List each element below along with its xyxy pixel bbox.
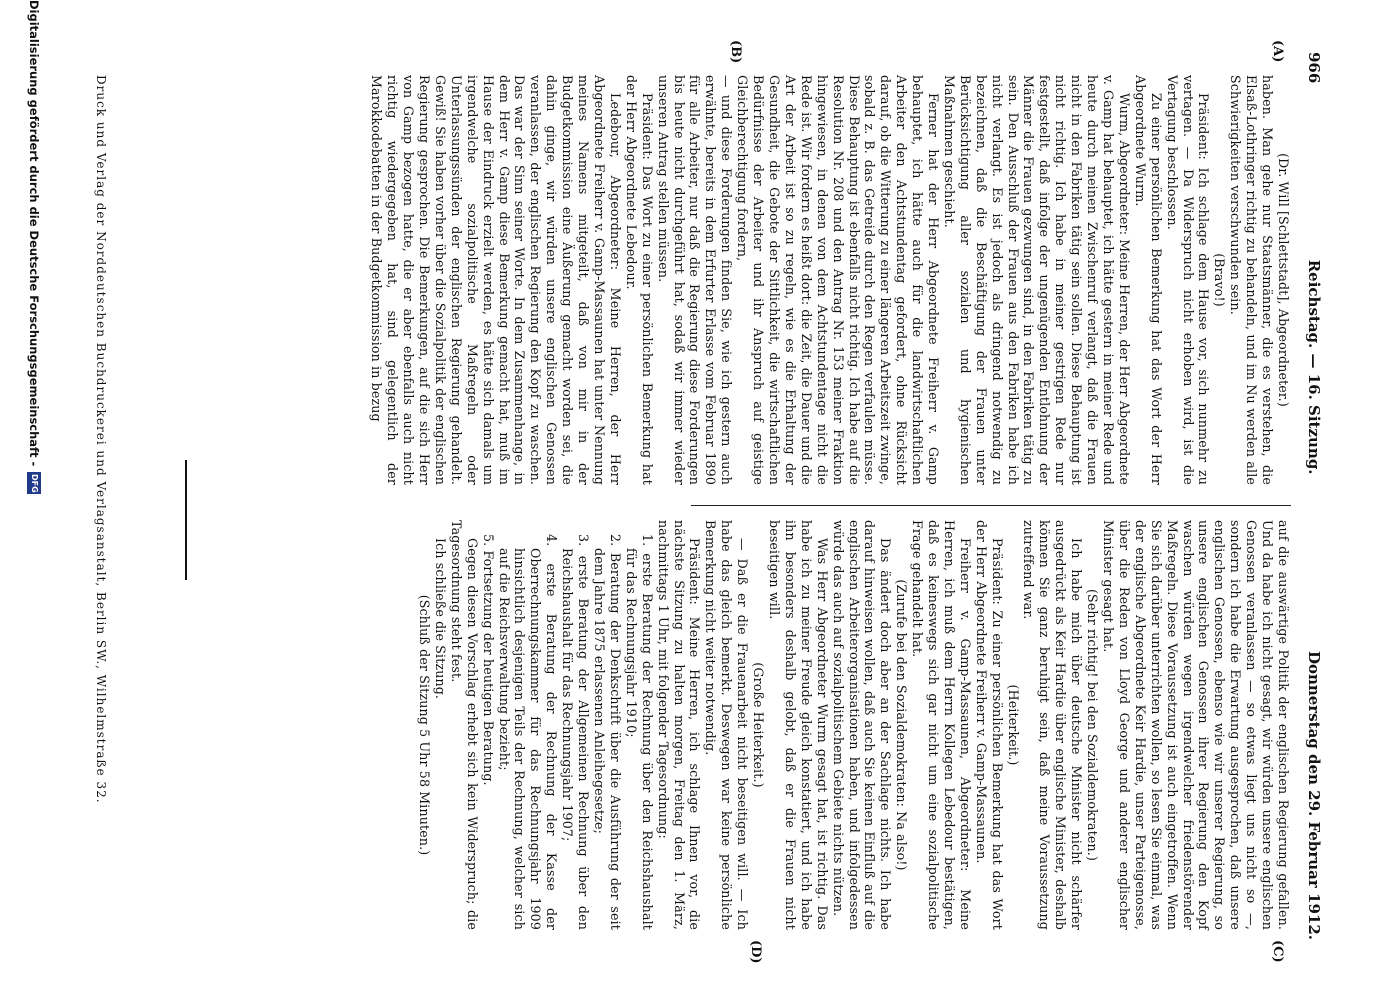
interjection: (Bravo!) <box>1212 253 1228 307</box>
paragraph: Präsident: Das Wort zu einer persönlichen Bemerkung hat der Herr Abgeordnete Lebedour. <box>623 75 655 485</box>
interjection: (Sehr richtig! bei den Sozialdemokraten.) <box>1085 588 1101 862</box>
session-title: Reichstag. — 16. Sitzung. <box>1305 259 1323 475</box>
left-column <box>368 75 1291 485</box>
paragraph: Ich schließe die Sitzung. <box>432 538 448 700</box>
paragraph: Ich habe mich über deutsche Minister nicht schärfer ausgedrückt als Keir Hardie über englische Minister, deshalb können Sie ganz beruhigt sein, daß meine Voraussetzung zutreffend war. <box>1021 520 1085 930</box>
paragraph: Das ändert doch aber an der Sachlage nichts. Ich habe darauf hinweisen wollen, daß auch Sie keinen Einfluß auf die englischen Arbeiterorganisationen haben, und infolgedessen würde das auch auf sozialpolitischem Gebiete nichts nützen. <box>830 520 894 930</box>
speaker-reference: (Dr. Will [Schlettstadt], Abgeordneter.) <box>1276 153 1291 407</box>
paragraph: Freiherr v. Gamp-Massaunen, Abgeordneter: Meine Herren, ich muß dem Herrn Kollegen Lebedour bestätigen, daß es keineswegs sich gar nicht um eine sozialpolitische Frage gehandelt hat. <box>910 520 973 930</box>
agenda-item: 5. Fortsetzung der heutigen Beratung. <box>480 534 496 786</box>
dfg-logo: DFG <box>27 472 41 494</box>
paragraph: haben. Man gehe nur Staatsmänner, die es verstehen, die Elsaß-Lothringer richtig zu behandeln, und im Nu werden alle Schwierigkeiten verschwunden sein. <box>1228 75 1276 485</box>
interjection: (Große Heiterkeit.) <box>751 662 767 788</box>
paragraph: Zu einer persönlichen Bemerkung hat das Wort der Herr Abgeordnete Wurm. <box>1132 75 1164 485</box>
paragraph: auf die auswärtige Politik der englischen Regierung gefallen. Und da habe ich nicht gesagt, wir würden unsere englischen Genossen veranlassen — so etwas liegt uns nicht so —, sondern ich habe die Erwartung ausgesprochen, daß unsere englischen Genossen, ebenso wie wir unserer Regierung, so unsere englischen Genossen ihrer Regierung den Kopf waschen würden wegen irgendwelcher friedenstörender Maßregeln. Diese Voraussetzung ist auch eingetroffen. Wenn Sie sich darüber unterrichten wollen, so lesen Sie einmal, was der englische Abgeordnete Keir Hardie, unser Parteigenosse, über die Reden von Lloyd George und anderer englischer Minister gesagt hat. <box>1101 520 1291 930</box>
printer-imprint: Druck und Verlag der Norddeutschen Buchdruckerei und Verlagsanstalt, Berlin SW., Wilhelmstraße 32. <box>94 75 108 804</box>
page-header <box>1295 52 1323 940</box>
paragraph: Wurm, Abgeordneter: Meine Herren, der Herr Abgeordnete v. Gamp hat behauptet, ich hätte gestern in meiner Rede und heute durch meinen Zwischenruf verlangt, daß die Frauen nicht in den Fabriken tätig sein sollen. Diese Behauptung ist nicht richtig. Ich habe in meiner gestrigen Rede nur festgestellt, daß infolge der ungenügenden Entlohnung der Männer die Frauen gezwungen sind, in den Fabriken tätig zu sein. Den Ausschluß der Frauen aus den Fabriken habe ich nicht verlangt. Es ist jedoch als dringend notwendig zu bezeichnen, daß die Beschäftigung der Frauen unter Berücksichtigung aller sozialen und hygienischen Maßnahmen geschieht. <box>941 75 1132 485</box>
paragraph: Ledebour, Abgeordneter: Meine Herren, der Herr Abgeordnete Freiherr v. Gamp-Massaunen hat unter Nennung meines Namens mitgeteilt, daß von mir in der Budgetkommission eine Äußerung gemacht worden sei, die dahin ginge, wir würden unsere englischen Genossen veranlassen, der englischen Regierung den Kopf zu waschen. Das war der Sinn seiner Worte. In dem Zusammenhange, in dem Herr v. Gamp diese Bemerkung gemacht hat, muß im Hause der Eindruck erzielt werden, es hätte sich damals um irgendwelche sozialpolitische Maßregeln oder Unterlassungssünden der englischen Regierung gehandelt. Gewiß! Sie haben vorher über die Sozialpolitik der englischen Regierung gesprochen. Die Bemerkungen, auf die sich Herr von Gamp bezogen hatte, die er aber ebenfalls auch nicht richtig wiedergegeben hat, sind gelegentlich der Marokkodebatten in der Budgetkommission in bezug <box>369 75 623 485</box>
margin-marker-c: (C) <box>1270 940 1285 963</box>
paragraph: Präsident: Zu einer persönlichen Bemerkung hat das Wort der Herr Abgeordnete Freiherr v. Gamp-Massaunen. <box>973 520 1005 930</box>
agenda-item: 4. erste Beratung der Rechnung der Kasse der Oberrechnungskammer für das Rechnungsjahr 1909 hinsichtlich desjenigen Teils der Rechnung, welcher sich auf die Reichsverwaltung bezieht; <box>496 534 560 930</box>
session-date: Donnerstag den 29. Februar 1912. <box>1305 650 1323 940</box>
margin-marker-b: (B) <box>728 40 743 64</box>
digitization-credit <box>27 0 41 1000</box>
page-number: 966 <box>1305 52 1323 84</box>
right-column <box>416 520 1291 930</box>
paragraph: Was Herr Abgeordneter Wurm gesagt hat, ist richtig. Das habe ich zu meiner Freude gleich konstatiert, und ich habe ihn besonders deshalb gelobt, daß er die Frauen nicht beseitigen will. <box>767 520 830 930</box>
paragraph: — und diese Forderungen finden Sie, wie ich gestern auch erwähnte, bereits in dem Erfurter Erlasse vom Februar 1890 für alle Arbeiter, nur daß die Regierung diese Forderungen bis heute nicht durchgeführt hat, sodaß wir immer wieder unseren Antrag stellen müssen. <box>655 75 735 485</box>
agenda-item: 3. erste Beratung der Allgemeinen Rechnung über den Reichshaushalt für das Rechnungsjahr 1907; <box>560 534 592 930</box>
digitization-text: Digitalisierung gefördert durch die Deutsche Forschungsgemeinschaft - <box>27 0 41 467</box>
paragraph: Ferner hat der Herr Abgeordnete Freiherr v. Gamp behauptet, ich hätte auch für die landwirtschaftlichen Arbeiter den Achtstundentag gefordert, ohne Rücksicht darauf, ob die Witterung zu einer längeren Arbeitszeit zwinge, sobald z. B. das Getreide durch den Regen verfaulen müsse. Diese Behauptung ist ebenfalls nicht richtig. Ich habe auf die Resolution Nr. 208 und den Antrag Nr. 153 meiner Fraktion hingewiesen, in denen von dem Achtstundentage nicht die Rede ist. Wir fordern es heißt dort: die Zeit, die Dauer und die Art der Arbeit ist so zu regeln, wie es die Erhaltung der Gesundheit, die Gebote der Sittlichkeit, die wirtschaftlichen Bedürfnisse der Arbeiter und ihr Anspruch auf geistige Gleichberechtigung fordern, <box>735 75 942 485</box>
paragraph: Präsident: Ich schlage dem Hause vor, sich nunmehr zu vertagen. — Da Widerspruch nicht erhoben wird, ist die Vertagung beschlossen. <box>1164 75 1212 485</box>
margin-marker-a: (A) <box>1270 40 1285 63</box>
agenda-item: 2. Beratung der Denkschrift über die Ausführung der seit dem Jahre 1875 erlassenen Anleihegesetze; <box>592 534 623 930</box>
column-divider <box>691 505 1291 506</box>
interjection: (Heiterkeit.) <box>1005 684 1021 766</box>
separator-rule <box>185 460 187 580</box>
interjection: (Zurufe bei den Sozialdemokraten: Na also!) <box>894 579 910 871</box>
margin-marker-d: (D) <box>748 940 763 964</box>
paragraph: Präsident: Meine Herren, ich schlage Ihnen vor, die nächste Sitzung zu halten morgen, Freitag den 1. März, nachmittags 1 Uhr, mit folgender Tagesordnung: <box>655 520 703 930</box>
agenda-item: 1. erste Beratung der Rechnung über den Reichshaushalt für das Rechnungsjahr 1910; <box>623 534 655 930</box>
paragraph: — Daß er die Frauenarbeit nicht beseitigen will. — Ich habe das gleich bemerkt. Deswegen war keine persönliche Bemerkung nicht weiter notwendig. <box>703 520 751 930</box>
paragraph: Gegen diesen Vorschlag erhebt sich kein Widerspruch; die Tagesordnung steht fest. <box>448 520 480 930</box>
session-close: (Schluß der Sitzung 5 Uhr 58 Minuten.) <box>417 594 433 856</box>
